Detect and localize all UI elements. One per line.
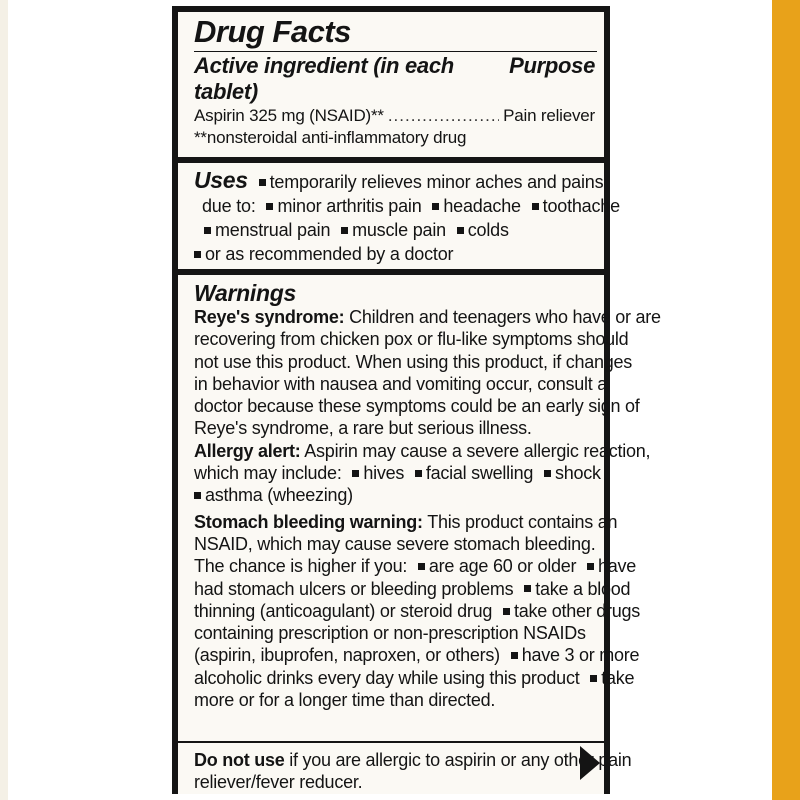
square-bullet-icon — [341, 227, 348, 234]
square-bullet-icon — [266, 203, 273, 210]
reyes-text: in behavior with nausea and vomiting occur, consult a — [194, 373, 608, 394]
reyes-text: Children and teenagers who have or are — [344, 307, 661, 327]
allergy-text: Aspirin may cause a severe allergic reaction, — [300, 440, 651, 461]
uses-item: toothache — [542, 196, 620, 216]
stomach-item: alcoholic drinks every day while using this product — [194, 667, 580, 688]
stomach-item: containing prescription or non-prescription NSAIDs — [194, 623, 586, 644]
stomach-item: have — [598, 556, 637, 577]
square-bullet-icon — [532, 203, 539, 210]
uses-item: menstrual pain — [215, 220, 331, 240]
uses-item: headache — [443, 196, 521, 216]
stomach-item: take — [601, 667, 635, 688]
square-bullet-icon — [544, 470, 551, 477]
square-bullet-icon — [432, 203, 439, 210]
reyes-text: Reye's syndrome, a rare but serious illness. — [194, 418, 532, 439]
active-ingredient-heading: Active ingredient (in each tablet) — [194, 53, 454, 104]
square-bullet-icon — [204, 227, 211, 234]
allergy-item: hives — [363, 463, 405, 484]
active-ingredient-header — [194, 53, 595, 105]
ingredient-row — [194, 105, 595, 127]
stomach-label: Stomach bleeding warning: — [194, 511, 423, 532]
square-bullet-icon — [511, 652, 518, 659]
reyes-text: not use this product. When using this product, if changes — [194, 351, 633, 372]
package-accent-strip — [772, 0, 800, 800]
square-bullet-icon — [457, 227, 464, 234]
uses-section — [178, 167, 620, 266]
do-not-use-text: reliever/fever reducer. — [194, 772, 363, 793]
uses-item: temporarily relieves minor aches and pains — [269, 172, 604, 192]
allergy-label: Allergy alert: — [194, 440, 301, 461]
stomach-text: NSAID, which may cause severe stomach bleeding. — [194, 533, 596, 554]
thin-divider — [178, 741, 604, 743]
section-divider — [178, 269, 604, 275]
leader-dots — [388, 105, 499, 127]
allergy-intro: which may include: — [194, 463, 342, 484]
background-edge — [0, 0, 8, 800]
stomach-item: take a blood — [535, 578, 631, 599]
uses-item: or as recommended by a doctor — [205, 244, 454, 264]
active-ingredient-section — [178, 14, 604, 149]
ingredient-purpose: Pain reliever — [503, 106, 595, 125]
square-bullet-icon — [587, 563, 594, 570]
stomach-text: The chance is higher if you: — [194, 556, 408, 577]
drug-facts-panel — [172, 6, 661, 794]
square-bullet-icon — [259, 179, 266, 186]
allergy-item: shock — [554, 463, 601, 484]
stomach-item: are age 60 or older — [428, 556, 577, 577]
square-bullet-icon — [194, 251, 201, 258]
stomach-item: more or for a longer time than directed. — [194, 690, 496, 711]
ingredient-name: Aspirin 325 mg (NSAID)** — [194, 106, 384, 125]
stomach-item: (aspirin, ibuprofen, naproxen, or others) — [194, 645, 500, 666]
panel-title: Drug Facts — [194, 14, 597, 52]
do-not-use-label: Do not use — [194, 750, 285, 770]
uses-item: colds — [467, 220, 509, 240]
warnings-heading: Warnings — [194, 280, 296, 306]
reyes-text: recovering from chicken pox or flu-like symptoms should — [194, 329, 629, 350]
square-bullet-icon — [418, 563, 425, 570]
square-bullet-icon — [524, 585, 531, 592]
uses-item: muscle pain — [352, 220, 446, 240]
reyes-text: doctor because these symptoms could be an early sign of — [194, 396, 640, 417]
square-bullet-icon — [415, 470, 422, 477]
allergy-item: facial swelling — [425, 463, 534, 484]
allergy-item: asthma (wheezing) — [205, 485, 353, 506]
do-not-use-text: if you are allergic to aspirin or any other pain — [284, 750, 632, 770]
reyes-label: Reye's syndrome: — [194, 307, 345, 327]
warnings-section — [178, 280, 661, 711]
square-bullet-icon — [194, 492, 201, 499]
square-bullet-icon — [590, 675, 597, 682]
stomach-item: thinning (anticoagulant) or steroid drug — [194, 600, 493, 621]
stomach-item: take other drugs — [513, 600, 641, 621]
section-divider — [178, 157, 604, 163]
uses-due-to: due to: — [202, 196, 256, 216]
square-bullet-icon — [352, 470, 359, 477]
purpose-heading: Purpose — [509, 53, 595, 78]
stomach-text: This product contains an — [422, 511, 618, 532]
continue-arrow-icon — [580, 746, 600, 780]
square-bullet-icon — [503, 608, 510, 615]
uses-item: minor arthritis pain — [277, 196, 422, 216]
do-not-use-section — [178, 749, 632, 794]
stomach-item: have 3 or more — [521, 645, 640, 666]
stomach-item: had stomach ulcers or bleeding problems — [194, 578, 514, 599]
ingredient-footnote: **nonsteroidal anti-inflammatory drug — [194, 128, 467, 147]
uses-heading: Uses — [194, 167, 248, 193]
